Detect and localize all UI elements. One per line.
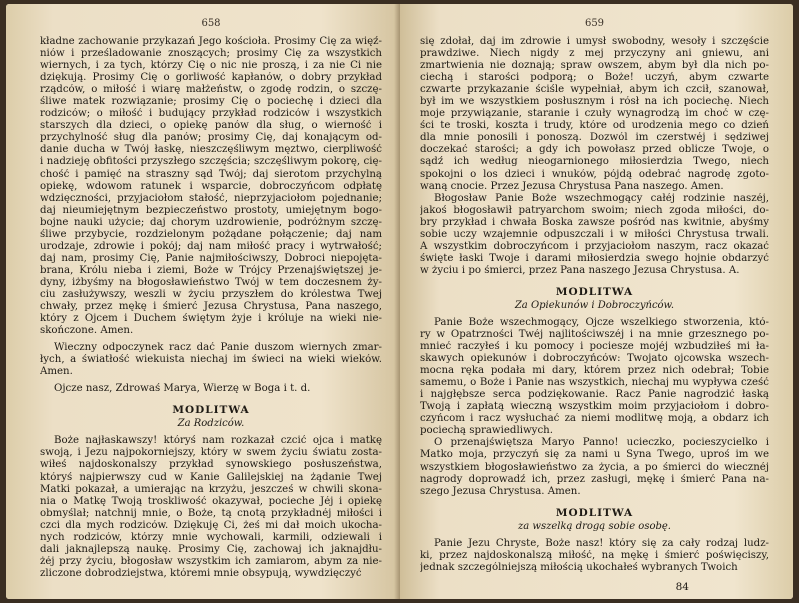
text-line: ry w Opatrzności Twéj najlitościwszéj i na mnie grzesznego po- [420,328,769,340]
text-line: starszych dla dzieci, o opiekę panów dla sług, o wierność i [40,120,382,132]
text-line: wiernych, i za tych, którzy Cię o nic nie proszą, i za nie Ci nie [40,60,382,72]
left-block-4 [40,435,382,580]
text-line: brana, Królu nieba i ziemi, Boże w Trójcy Przenajświętszej je- [40,264,382,276]
book-spread [6,4,793,599]
text-line: czwarte przykazanie ściśle wypełniał, abym ich czcił, szanował, [420,84,769,96]
text-line: A wszystkim dobroczyńcom i przyjaciołom naszym, racz okazać [420,240,769,252]
text-line: dziękują. Prosimy Cię o gorliwość kapłanów, o dobry przykład [40,72,382,84]
text-line: śliwe przybycie, rozdzielonym pożądane połączenie; daj nam [40,228,382,240]
text-line: sobie uczy wzajemnie odpuszczali i w miłości Chrystusa trwali. [420,228,769,240]
text-line: O przenajświętsza Maryo Panno! ucieczko, pocieszycielko i [434,437,769,449]
text-line: czyńcom i racz wysłuchać za niemi modlitwę moją, a obdarz ich [420,413,769,425]
text-line: Matko moja, przyczyń się za nami u Syna Twego, uproś im we [420,449,769,461]
right-prayer-heading-2: MODLITWA [555,506,634,519]
text-line: nagrody doprowadź ich, przez zasługi, mękę i śmierć Pana na- [420,473,769,485]
text-line: w życiu i po śmierci, przez Pana naszego Jezusa Chrystusa. A. [420,264,740,276]
text-line: był im we wszystkiem posłusznym i rósł na ich pociechę. Niech [420,96,769,108]
text-line: Wieczny odpoczynek racz dać Panie duszom wiernych zmar- [54,342,382,354]
text-line: żéj przy życiu, błogosław wszystkim ich zamiarom, abym za nie- [40,555,382,567]
left-block-1 [40,36,382,337]
right-block-4 [420,437,769,497]
sheet-number: 84 [675,581,689,593]
left-block-3 [40,383,382,395]
text-line: święte łaski Twoje i darami miłosierdzia swego hojnie obdarzyć [420,252,769,264]
text-line: Matki pokazał, a umierając na krzyżu, jeszcześ w chwili skona- [40,483,382,495]
text-line: wiłeś najdoskonalszy przykład synowskiego posłuszeństwa, [40,459,382,471]
text-line: samemu, o Boże i Panie nas wszystkich, niechaj mu wypływa cześć [420,377,769,389]
right-block-1 [420,36,769,193]
text-line: i nadzieję obfitości przyszłego szczęścia; szczęśliwym pokorę, cię- [40,156,382,168]
text-line: nych rodziców, którzy mnie wychowali, karmili, odziewali i [40,531,382,543]
right-page [400,4,793,599]
text-line: daj nieumiejętnym bezpieczeństwo prostoty, umiejętnym bogo- [40,204,382,216]
text-line: zmartwienia nie doznają; spraw owszem, abym był dla nich po- [420,60,769,72]
right-block-2 [420,193,769,277]
text-line: moje przywiązanie, staranie i czuły wynagrodzą im choć w czę- [420,108,769,120]
text-line: swoją, i Jezu najpokorniejszy, który w swem życiu światu zosta- [40,447,382,459]
text-line: dla mnie ponosili i ponoszą. Dozwól im czerstwéj i sędziwej [420,132,769,144]
text-line: doczekać starości; a gdy ich powołasz przed oblicze Twoje, o [420,144,769,156]
text-line: jakoś błogosławił patryarchom swoim; niech zgoda miłości, do- [420,204,769,216]
text-line: Panie Jezu Chryste, Boże nasz! który się za cały rodzaj ludz- [434,537,769,549]
text-line: Ojcze nasz, Zdrowaś Marya, Wierzę w Boga i t. d. [54,383,311,395]
text-line: pociechą sprawiedliwych. [420,425,553,437]
text-line: Błogosław Panie Boże wszechmogący całéj rodzinie naszéj, [434,192,769,204]
text-line: mocna ręka podała mi dary, którem przez nich odebrał; Tobie [420,365,769,377]
text-line: waną cnocie. Przez Jezusa Chrystusa Pana naszego. Amen. [420,180,724,192]
text-line: Amen. [40,366,73,378]
text-line: rządców, o miłość i wiarę małżeństw, o zgodę rodzin, o szczę- [40,84,382,96]
text-line: chwały, przez mękę i śmierć Jezusa Chrystusa, Pana naszego, [40,301,382,313]
text-line: skończone. Amen. [40,325,134,337]
text-line: niów i prześladowanie znoszących; prosimy Cię za wszystkich [40,48,382,60]
text-line: chość i pamięć na straszny sąd Twój; daj sierotom przychylną [40,168,382,180]
text-line: jednak szczególniejszą miłością ukochałeś wybranych Twoich [420,561,738,573]
text-line: obmyślał; natchnij mnie, o Boże, tą cnotą przykładnéj miłości i [40,507,382,519]
left-prayer-heading: MODLITWA [172,404,250,417]
right-prayer-subheading-2: za wszelką drogą sobie osobę. [518,520,671,532]
text-line: przychylność sług dla panów; prosimy Cię, daj konającym od- [40,132,382,144]
text-line: prawdziwe. Niech nigdy z mej przyczyny ani gniewu, ani [420,48,769,60]
text-line: się zdołał, daj im zdrowie i umysł swobodny, wesoły i szczęście [420,36,769,47]
text-line: Twoją i zapłatą wieczną wszystkim moim przyjaciołom i dobro- [420,401,769,413]
text-line: ki, przez najdoskonalszą miłość, na mękę i śmierć poświęciszy, [420,549,769,561]
text-line: nia o Matkę Twoją troskliwość okazywał, pocieche Jéj i opiekę [40,495,382,507]
right-block-3 [420,317,769,437]
text-line: kładne zachowanie przykazań Jego kościoła. Prosimy Cię za więź- [40,36,382,47]
text-line: łych, a światłość wiekuista niechaj im świeci na wieki wieków. [40,354,382,366]
text-line: dyny, iżbyśmy na błogosławieństwo Twój w tem doczesnem ży- [40,276,382,288]
text-line: skawych opiekunów i dobroczyńców: Twojato ojcowska wszech- [420,353,769,365]
text-line: spokojni o los dzieci i wnuków, pójdą odebrać nagrodę zgoto- [420,168,769,180]
text-line: Panie Boże wszechmogący, Ojcze wszelkiego stworzenia, któ- [434,316,769,328]
text-line: wdzięczności, przyjaciołom stałość, nieprzyjaciołom pojednanie; [40,192,382,204]
text-line: sądź ich według nieogarnionego miłosierdzia Twego, niech [420,156,769,168]
text-line: wszystkiem błogosławieństwo za życia, a po śmierci do wiecznéj [420,461,769,473]
text-line: któryś najpierwszy cud w Kanie Galilejskiej na żądanie Twej [40,471,382,483]
right-block-5 [420,538,769,574]
text-line: zliczone dobrodziejstwa, któremi mnie obsypują, wywdzięczyć [40,567,362,579]
left-prayer-subheading: Za Rodziców. [177,418,245,430]
text-line: bojne nauki użycie; daj chorym uzdrowienie, podróżnym szczę- [40,216,382,228]
text-line: ciu zasłużywszy, weszli w życiu przyszłem do królestwa Twej [40,288,382,300]
left-page-number: 658 [201,18,221,29]
text-line: ciechą i starości podporą; o Boże! uczyń, abym czwarte [420,72,769,84]
text-line: mnieć raczyłeś i ku pomocy i pociesze mojéj wzbudziłeś mi ła- [420,341,769,353]
right-prayer-heading: MODLITWA [555,285,634,298]
text-line: ści te troski, koszta i trudy, które od urodzenia mego co dzień [420,120,769,132]
text-line: dali jaknajlepszą naukę. Prosimy Cię, zachowaj ich jaknajdłu- [40,543,382,555]
text-line: i najgłębsze serca podziękowanie. Racz Panie nagrodzić łaską [420,389,769,401]
text-line: danie ducha w Twój łaskę, nieszczęśliwym męztwo, cierpliwość [40,144,382,156]
text-line: który z Ojcem i Duchem świętym żyje i króluje na wieki nie- [40,313,382,325]
text-line: czci dla mych rodziców. Dziękuję Ci, żeś mi dał moich ukocha- [40,519,382,531]
left-block-2 [40,342,382,378]
text-line: rodziców; o miłość i budujący przykład rodziców i wszystkich [40,108,382,120]
text-line: szego Jezusa Chrystusa. Amen. [420,485,581,497]
text-line: urodzaje, zdrowie i pokój; daj nam miłość pracy i wytrwałość; [40,240,382,252]
text-line: śliwe matek rozwiązanie; prosimy Cię o pociechę i dzieci dla [40,96,382,108]
right-page-number: 659 [584,18,605,29]
right-prayer-subheading: Za Opiekunów i Dobroczyńców. [514,299,675,311]
text-line: Boże najłaskawszy! któryś nam rozkazał czcić ojca i matkę [54,435,382,447]
left-page [6,4,400,599]
text-line: daj nam, prosimy Cię, Panie najmiłościwszy, Dobroci niepojęta- [40,252,382,264]
text-line: bry przykład i chwała Boska zawsze pośród nas kwitnie, abyśmy [420,216,769,228]
text-line: opiekę, wdowom ratunek i wsparcie, dobroczyńcom odpłatę [40,180,382,192]
